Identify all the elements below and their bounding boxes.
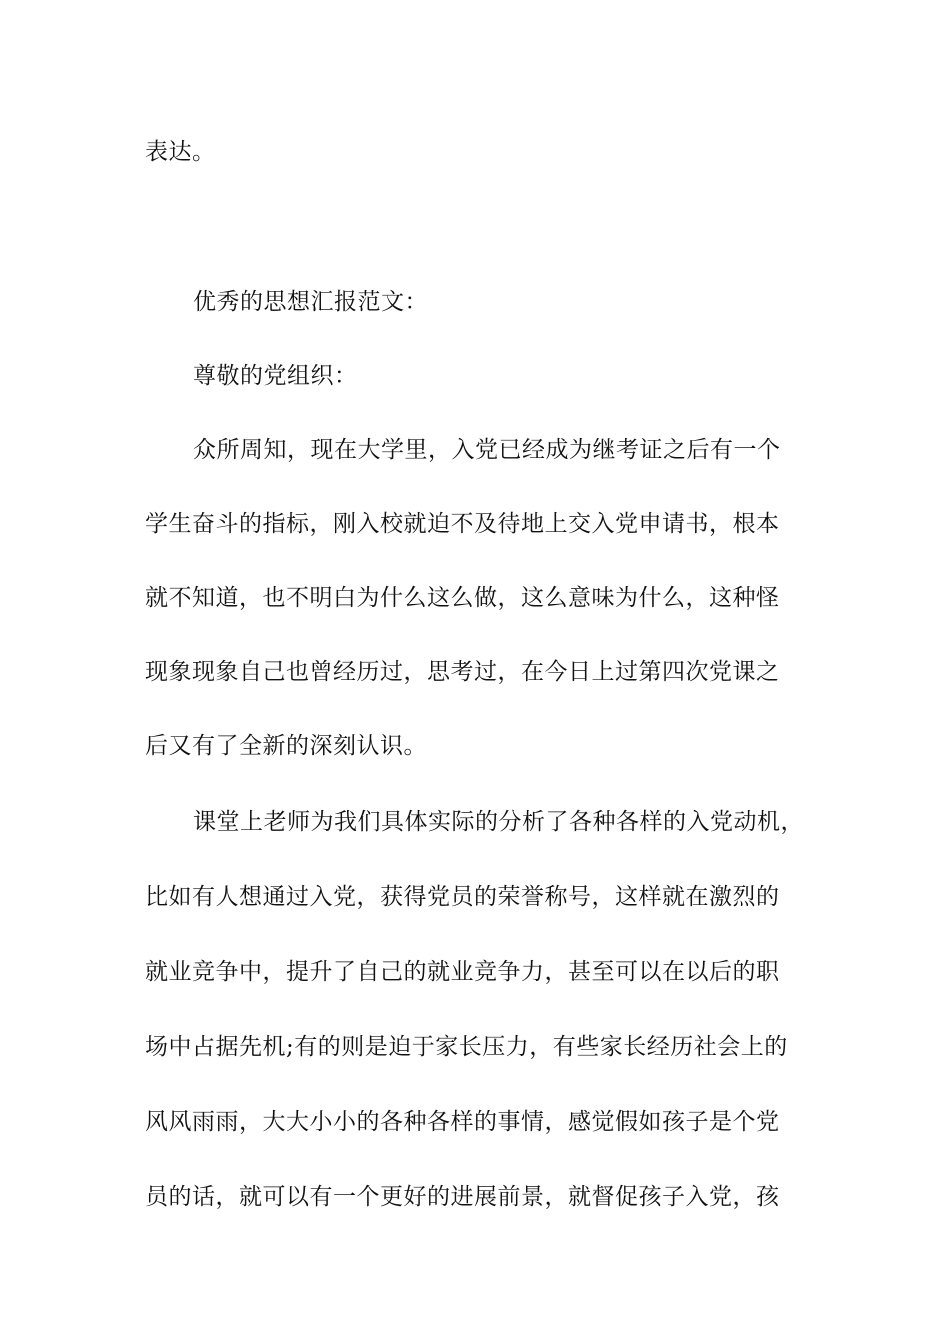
paragraph-line: 就业竞争中，提升了自己的就业竞争力，甚至可以在以后的职 bbox=[145, 959, 780, 985]
paragraph-line: 场中占据先机;有的则是迫于家长压力，有些家长经历社会上的 bbox=[145, 1034, 788, 1060]
paragraph-line: 现象现象自己也曾经历过，思考过，在今日上过第四次党课之 bbox=[145, 659, 780, 685]
paragraph-line: 就不知道，也不明白为什么这么做，这么意味为什么，这种怪 bbox=[145, 585, 780, 611]
text-line: 表达。 bbox=[145, 139, 216, 165]
salutation: 尊敬的党组织： bbox=[193, 363, 358, 389]
section-heading: 优秀的思想汇报范文： bbox=[193, 289, 428, 315]
paragraph-line: 众所周知，现在大学里，入党已经成为继考证之后有一个 bbox=[193, 437, 781, 463]
paragraph-line: 比如有人想通过入党，获得党员的荣誉称号，这样就在激烈的 bbox=[145, 884, 780, 910]
paragraph-line: 员的话，就可以有一个更好的进展前景，就督促孩子入党，孩 bbox=[145, 1184, 780, 1210]
paragraph-line: 风风雨雨，大大小小的各种各样的事情，感觉假如孩子是个党 bbox=[145, 1109, 780, 1135]
paragraph-line: 后又有了全新的深刻认识。 bbox=[145, 733, 427, 759]
paragraph-line: 课堂上老师为我们具体实际的分析了各种各样的入党动机， bbox=[193, 809, 804, 835]
paragraph-line: 学生奋斗的指标，刚入校就迫不及待地上交入党申请书，根本 bbox=[145, 511, 780, 537]
